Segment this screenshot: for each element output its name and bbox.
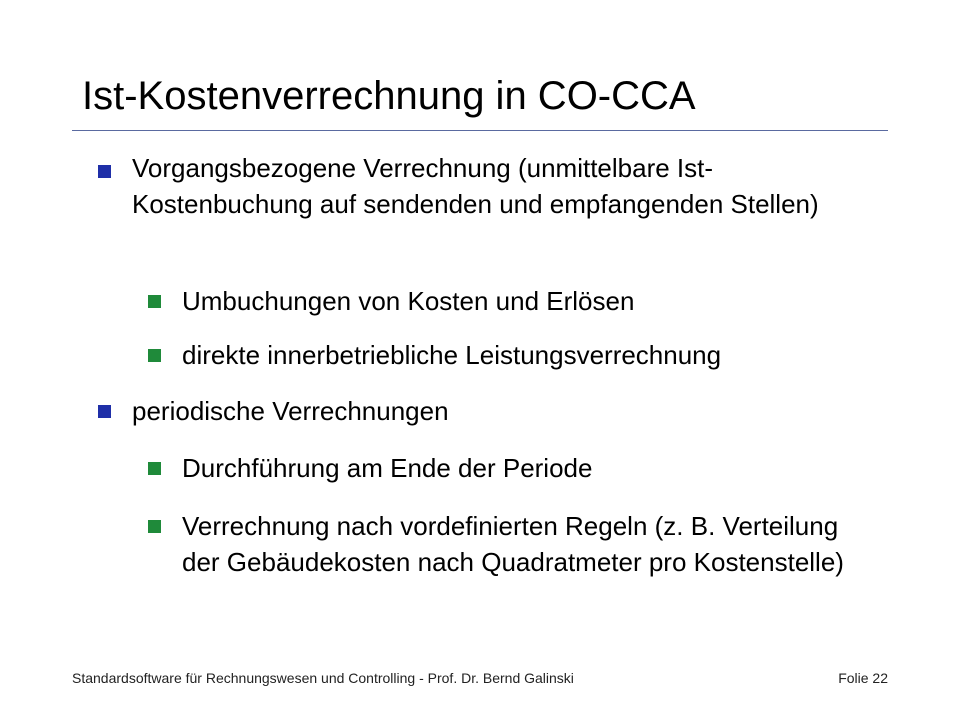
bullet-square-icon bbox=[148, 349, 161, 362]
bullet-square-icon bbox=[148, 462, 161, 475]
bullet-item-level1: periodische Verrechnungen bbox=[132, 396, 449, 426]
title-divider bbox=[72, 130, 888, 131]
bullet-square-icon bbox=[148, 295, 161, 308]
bullet-item-level1: Vorgangsbezogene Verrechnung (unmittelbare Ist-Kostenbuchung auf sendenden und empfangenden Stellen) bbox=[132, 153, 819, 219]
footer-slide-number: Folie 22 bbox=[838, 670, 888, 686]
bullet-square-icon bbox=[98, 165, 111, 178]
bullet-item-level2: Durchführung am Ende der Periode bbox=[182, 453, 593, 483]
slide-title: Ist-Kostenverrechnung in CO-CCA bbox=[82, 74, 696, 118]
bullet-item-level2: direkte innerbetriebliche Leistungsverrechnung bbox=[182, 340, 722, 370]
bullet-square-icon bbox=[98, 405, 111, 418]
footer-course-info: Standardsoftware für Rechnungswesen und Controlling - Prof. Dr. Bernd Galinski bbox=[72, 670, 574, 686]
bullet-item-level2: Umbuchungen von Kosten und Erlösen bbox=[182, 286, 635, 316]
bullet-square-icon bbox=[148, 520, 161, 533]
bullet-item-level2: Verrechnung nach vordefinierten Regeln (z. B. Verteilung der Gebäudekosten nach Quadratmeter pro Kostenstelle) bbox=[182, 511, 844, 577]
